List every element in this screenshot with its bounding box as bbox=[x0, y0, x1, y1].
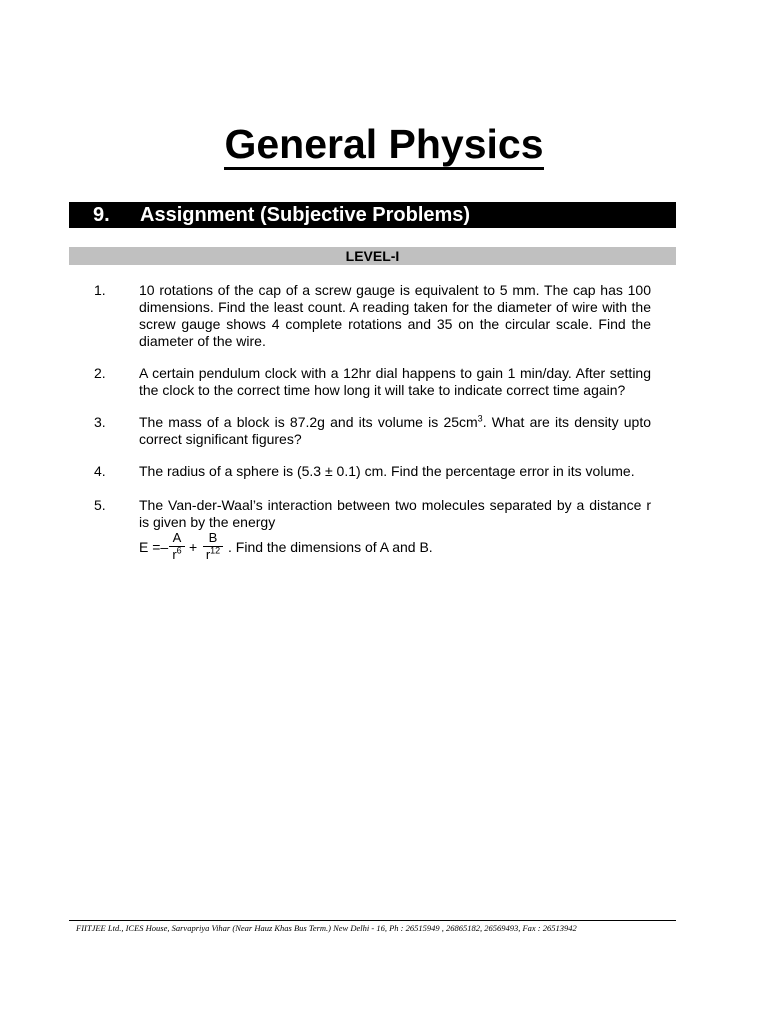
level-header: LEVEL-I bbox=[69, 247, 676, 265]
formula-tail: . Find the dimensions of A and B. bbox=[228, 539, 433, 555]
formula-lhs: E =– bbox=[139, 539, 169, 555]
fraction-a-over-r6: A $r^6$ bbox=[169, 530, 185, 563]
footer-divider bbox=[69, 920, 676, 921]
question-text: The Van-der-Waal’s interaction between two molecules separated by a distance r is given by the energy bbox=[139, 497, 651, 530]
question-number: 3. bbox=[94, 414, 106, 430]
question-number: 2. bbox=[94, 365, 106, 381]
question-number: 4. bbox=[94, 463, 106, 479]
question-text: The radius of a sphere is (5.3 ± 0.1) cm. Find the percentage error in its volume. bbox=[139, 463, 635, 479]
question-text: The mass of a block is 87.2g and its volume is $25cm^3$. What are its density upto correct significant figures? bbox=[139, 413, 651, 447]
question-text: 10 rotations of the cap of a screw gauge is equivalent to 5 mm. The cap has 100 dimensions. Find the least count. A reading taken for the diameter of wire with the screw gauge shows 4 complete rotations and 35 on the circular scale. Find the diameter of the wire. bbox=[139, 282, 651, 349]
page-title: General Physics bbox=[0, 118, 768, 170]
fraction-b-over-r12: B $r^{12}$ bbox=[203, 530, 223, 563]
question-number: 5. bbox=[94, 497, 106, 513]
question-number: 1. bbox=[94, 282, 106, 298]
section-title: Assignment (Subjective Problems) bbox=[140, 204, 471, 226]
plus-sign: + bbox=[189, 539, 198, 555]
footer-address: FIITJEE Ltd., ICES House, Sarvapriya Vihar (Near Hauz Khas Bus Term.) New Delhi - 16, Ph : 26515949 , 26865182, 26569493, Fax : 26513942 bbox=[76, 923, 577, 933]
energy-formula bbox=[139, 530, 539, 566]
section-number: 9. bbox=[93, 204, 110, 226]
section-header bbox=[69, 202, 676, 228]
question-text: A certain pendulum clock with a 12hr dial happens to gain 1 min/day. After setting the clock to the correct time how long it will take to indicate correct time again? bbox=[139, 365, 651, 398]
